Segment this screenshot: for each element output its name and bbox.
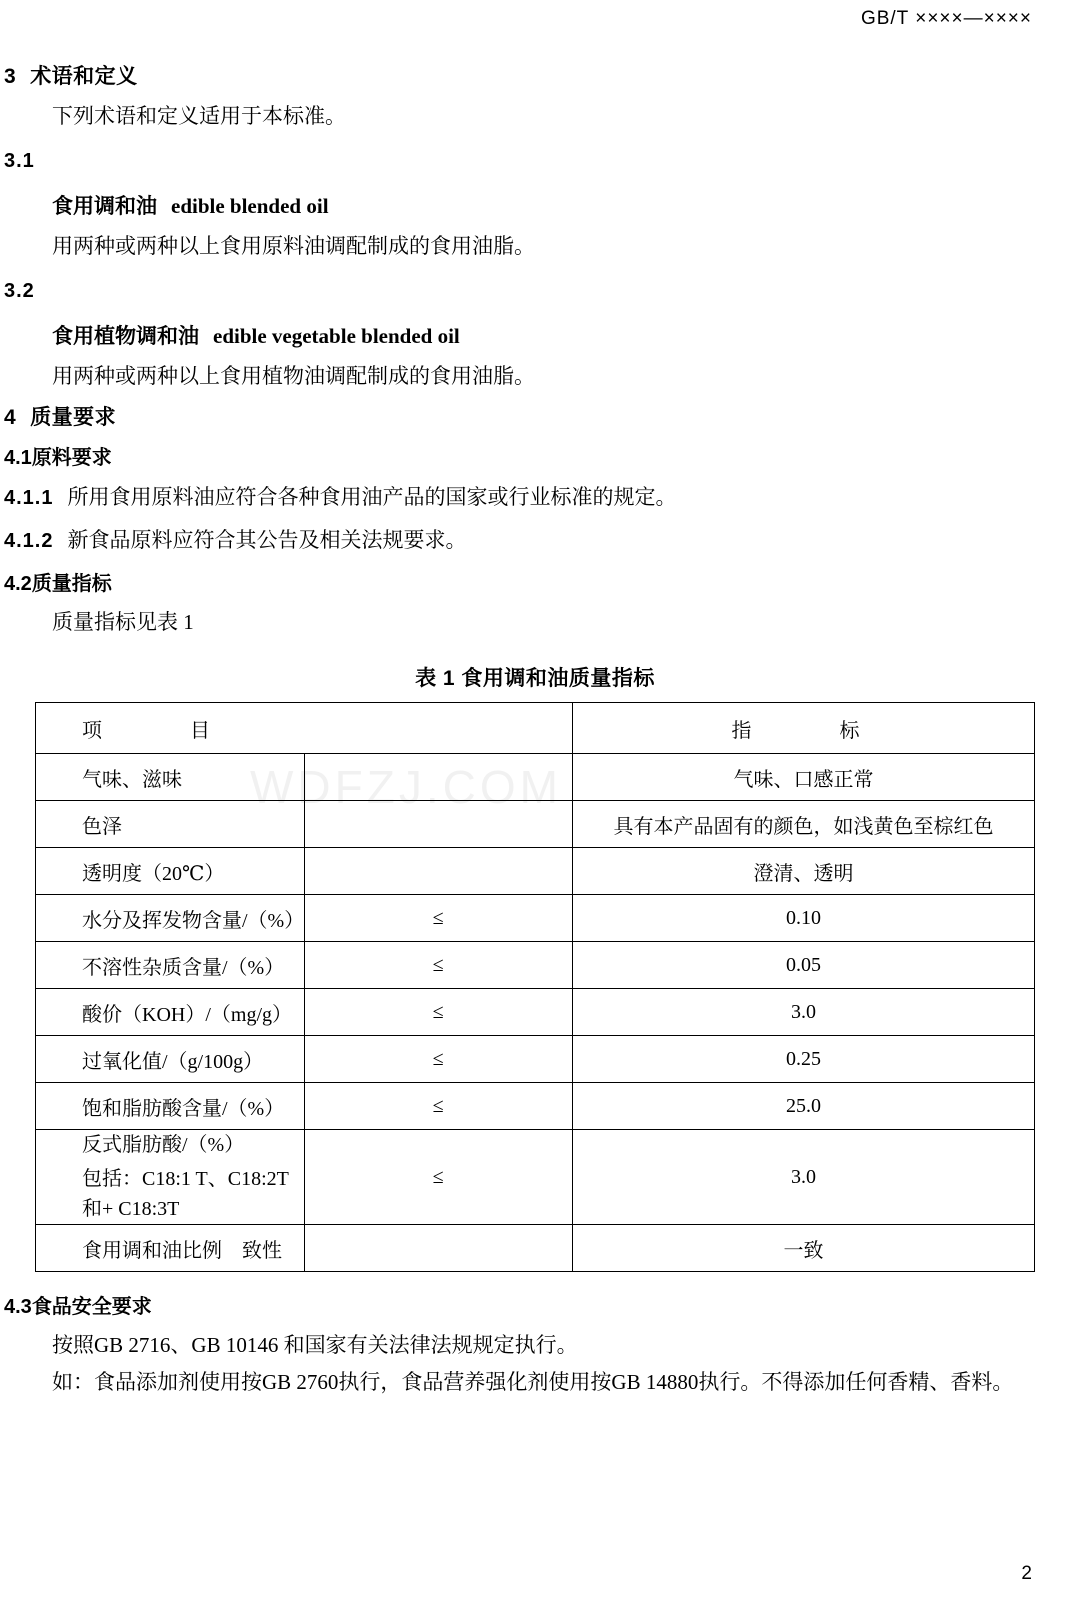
section-4-2-lead: 质量指标见表 1 [52, 609, 194, 634]
section-4-3-number: 4.3 [4, 1296, 32, 1319]
cell-value: 3.0 [573, 1130, 1035, 1225]
cell-value: 0.25 [573, 1036, 1035, 1083]
section-4-1-title: 原料要求 [31, 446, 112, 469]
cell-value: 3.0 [573, 989, 1035, 1036]
page-header-standard-code: GB/T ××××—×××× [860, 8, 1032, 29]
document-body [0, 52, 1070, 1398]
table-row [36, 942, 1035, 989]
clause-number-3-1 [0, 133, 1070, 177]
clause-4-1-1-text: 所用食用原料油应符合各种食用油产品的国家或行业标准的规定。 [67, 484, 677, 509]
cell-operator: ≤ [304, 942, 573, 989]
header-item: 项 目 [36, 703, 573, 754]
cell-item: 色泽 [36, 801, 305, 848]
cell-item: 食用调和油比例 致性 [36, 1225, 305, 1272]
cell-item: 过氧化值/（g/100g） [36, 1036, 305, 1083]
cell-item-line1: 反式脂肪酸/（%） [82, 1134, 245, 1157]
definition-3-1: 用两种或两种以上食用原料油调配制成的食用油脂。 [52, 234, 535, 259]
page-number: 2 [1021, 1563, 1032, 1584]
table-row [36, 848, 1035, 895]
cell-item: 饱和脂肪酸含量/（%） [36, 1083, 305, 1130]
cell-item: 酸价（KOH）/（mg/g） [36, 989, 305, 1036]
clause-3-2-number: 3.2 [4, 279, 35, 302]
cell-operator [304, 754, 573, 801]
section-3-intro: 下列术语和定义适用于本标准。 [52, 104, 346, 128]
cell-item: 气味、滋味 [36, 754, 305, 801]
section-heading-3 [0, 52, 1070, 90]
table-row [36, 754, 1035, 801]
table-header-row [36, 703, 1035, 754]
cell-value: 0.05 [573, 942, 1035, 989]
cell-value: 气味、口感正常 [573, 754, 1035, 801]
term-3-2 [0, 306, 1070, 350]
table-row [36, 1130, 1035, 1225]
section-heading-4-3 [0, 1272, 1070, 1319]
section-4-title: 质量要求 [30, 405, 117, 429]
definition-3-2: 用两种或两种以上食用植物油调配制成的食用油脂。 [52, 364, 535, 389]
clause-4-1-1 [0, 470, 1070, 514]
clause-4-1-2-text: 新食品原料应符合其公告及相关法规要求。 [67, 528, 467, 553]
table-row [36, 1083, 1035, 1130]
watermark: WDFZJ.COM [250, 761, 562, 813]
table-row [36, 1225, 1035, 1272]
quality-index-table [35, 702, 1035, 1272]
cell-item: 透明度（20℃） [36, 848, 305, 895]
section-4-3-para-1: 按照GB 2716、GB 10146 和国家有关法律法规规定执行。 [52, 1333, 578, 1358]
table-row [36, 1036, 1035, 1083]
cell-operator: ≤ [304, 989, 573, 1036]
clause-4-1-2-number: 4.1.2 [4, 530, 54, 553]
cell-value: 25.0 [573, 1083, 1035, 1130]
term-3-2-en: edible vegetable blended oil [213, 324, 460, 349]
clause-4-1-2 [0, 513, 1070, 557]
cell-value: 澄清、透明 [573, 848, 1035, 895]
table-row [36, 895, 1035, 942]
section-heading-4-1 [0, 431, 1070, 470]
term-3-1-cn: 食用调和油 [52, 194, 157, 219]
cell-value: 一致 [573, 1225, 1035, 1272]
cell-operator: ≤ [304, 1130, 573, 1225]
section-3-title: 术语和定义 [30, 65, 138, 88]
section-4-2-number: 4.2 [4, 572, 32, 595]
section-4-1-number: 4.1 [4, 446, 32, 469]
cell-item [36, 1130, 305, 1225]
table-caption: 表 1 食用调和油质量指标 [415, 667, 655, 691]
cell-operator [304, 801, 573, 848]
section-4-2-title: 质量指标 [31, 572, 112, 595]
cell-operator [304, 848, 573, 895]
cell-item: 不溶性杂质含量/（%） [36, 942, 305, 989]
clause-3-1-number: 3.1 [4, 149, 35, 172]
term-3-1-en: edible blended oil [171, 194, 329, 219]
section-4-3-para-2: 如：食品添加剂使用按GB 2760执行，食品营养强化剂使用按GB 14880执行。不得添加任何香精、香料。 [52, 1369, 1014, 1394]
cell-item: 水分及挥发物含量/（%） [36, 895, 305, 942]
cell-value: 0.10 [573, 895, 1035, 942]
section-heading-4-2 [0, 557, 1070, 596]
cell-operator: ≤ [304, 895, 573, 942]
term-3-2-cn: 食用植物调和油 [52, 324, 199, 349]
cell-operator: ≤ [304, 1083, 573, 1130]
clause-4-1-1-number: 4.1.1 [4, 486, 54, 509]
cell-operator: ≤ [304, 1036, 573, 1083]
cell-operator [304, 1225, 573, 1272]
section-4-number: 4 [4, 405, 17, 429]
section-4-3-title: 食品安全要求 [31, 1296, 152, 1319]
table-row [36, 801, 1035, 848]
cell-item-line2: 包括：C18:1 T、C18:2T 和+ C18:3T [82, 1168, 289, 1221]
header-index: 指 标 [573, 703, 1035, 754]
cell-value: 具有本产品固有的颜色，如浅黄色至棕红色 [573, 801, 1035, 848]
term-3-1 [0, 176, 1070, 220]
section-heading-4 [0, 393, 1070, 431]
clause-number-3-2 [0, 263, 1070, 307]
table-row [36, 989, 1035, 1036]
section-3-number: 3 [4, 65, 17, 88]
